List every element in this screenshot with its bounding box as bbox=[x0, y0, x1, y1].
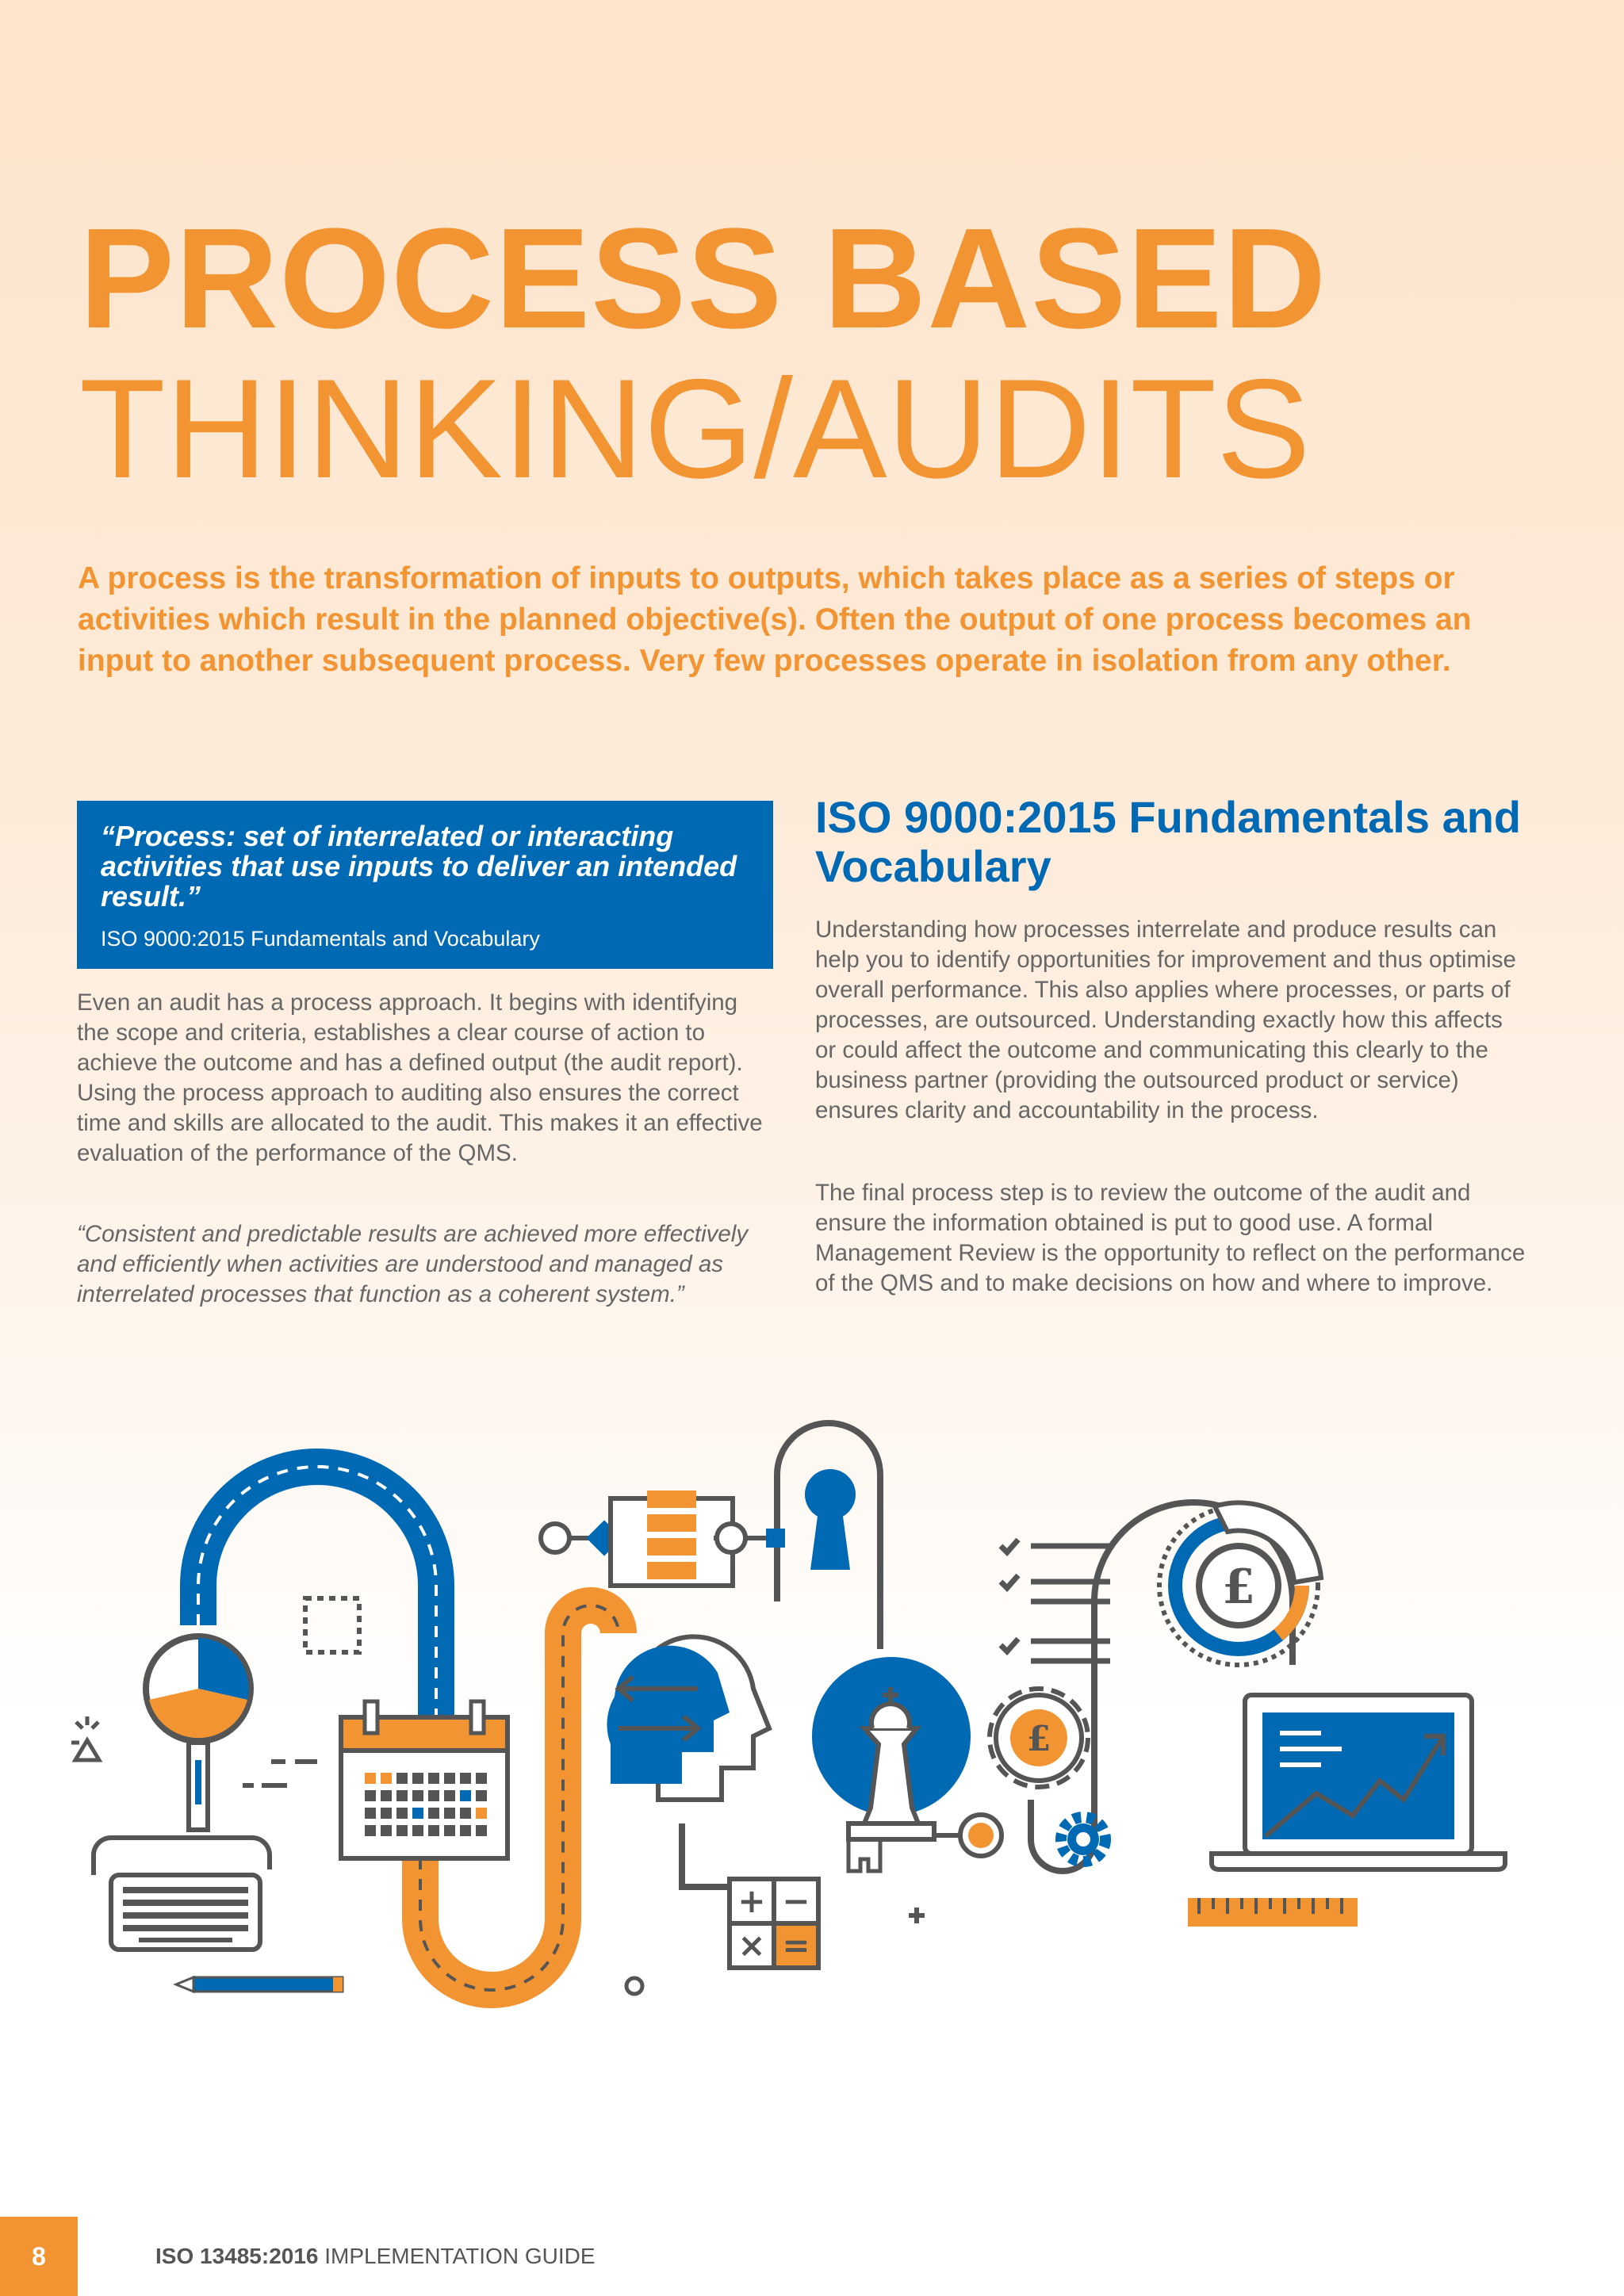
donut-pound-icon bbox=[1159, 1502, 1321, 1665]
pencil-icon bbox=[176, 1977, 343, 1992]
page-title-line1: PROCESS BASED bbox=[79, 199, 1327, 358]
calc-minus: − bbox=[782, 1881, 810, 1920]
definition-source: ISO 9000:2015 Fundamentals and Vocabulary bbox=[101, 927, 540, 951]
footer-rest: IMPLEMENTATION GUIDE bbox=[318, 2244, 596, 2268]
right-body-paragraph-2: The final process step is to review the outcome of the audit and ensure the information obtained is put to good use. A formal Management Review is the opportunity to reflect on the performance of the QMS and to make decisions on how and where to improve. bbox=[815, 1180, 1526, 1296]
right-body-paragraph-1: Understanding how processes interrelate and produce results can help you to identify opportunities for improvement and thus optimise overall performance. This also applies where processes, or parts of processes, are outsourced. Understanding exactly how this affects or could affect the outcome and communicating this clearly to the business partner (providing the outsourced product or service) ensures clarity and accountability in the process. bbox=[815, 916, 1516, 1123]
calculator-icon bbox=[730, 1879, 818, 1968]
page-title-line2: THINKING/AUDITS bbox=[79, 350, 1311, 507]
right-heading: ISO 9000:2015 Fundamentals and Vocabulary bbox=[815, 792, 1522, 891]
donut-pound-symbol: £ bbox=[1222, 1559, 1255, 1615]
head-arrows-icon bbox=[607, 1636, 769, 1800]
gear-pound-symbol: £ bbox=[1026, 1719, 1051, 1759]
definition-quote: “Process: set of interrelated or interacting activities that use inputs to deliver an intended result.” bbox=[101, 820, 737, 913]
footer-text bbox=[155, 2244, 596, 2269]
left-body-paragraph: Even an audit has a process approach. It begins with identifying the scope and criteria, establishes a clear course of action to achieve the outcome and has a defined output (the audit report). Using the process approach to auditing also ensures the correct time and skills are allocated to the audit. This makes it an effective evaluation of the performance of the QMS. bbox=[77, 989, 763, 1166]
ruler-icon bbox=[1188, 1898, 1358, 1927]
calc-equals: = bbox=[782, 1926, 810, 1965]
keyboard-icon bbox=[111, 1875, 260, 1950]
magnifier-pie-icon bbox=[146, 1636, 251, 1830]
gear-icon bbox=[1061, 1817, 1105, 1862]
checklist-icon bbox=[1001, 1540, 1110, 1661]
left-italic-quote: “Consistent and predictable results are achieved more effectively and efficiently when activities are understood and managed as interrelated processes that function as a coherent system.” bbox=[77, 1221, 749, 1307]
intro-paragraph: A process is the transformation of inputs to outputs, which takes place as a series of steps or activities which result in the planned objective(s). Often the output of one process becomes an input to another subsequent process. Very few processes operate in isolation from any other. bbox=[78, 561, 1472, 678]
laptop-chart-icon bbox=[1212, 1695, 1505, 1869]
process-illustration bbox=[0, 1403, 1624, 2069]
calc-times: × bbox=[737, 1926, 766, 1965]
chess-king-icon bbox=[812, 1657, 971, 1839]
calc-plus: + bbox=[737, 1881, 766, 1920]
gear-pound-icon bbox=[990, 1689, 1088, 1787]
definition-quote-box bbox=[77, 801, 773, 969]
page-number: 8 bbox=[0, 2217, 78, 2296]
calendar-icon bbox=[341, 1701, 508, 1858]
footer-bold: ISO 13485:2016 bbox=[155, 2244, 319, 2268]
keyhole-icon bbox=[805, 1469, 856, 1570]
